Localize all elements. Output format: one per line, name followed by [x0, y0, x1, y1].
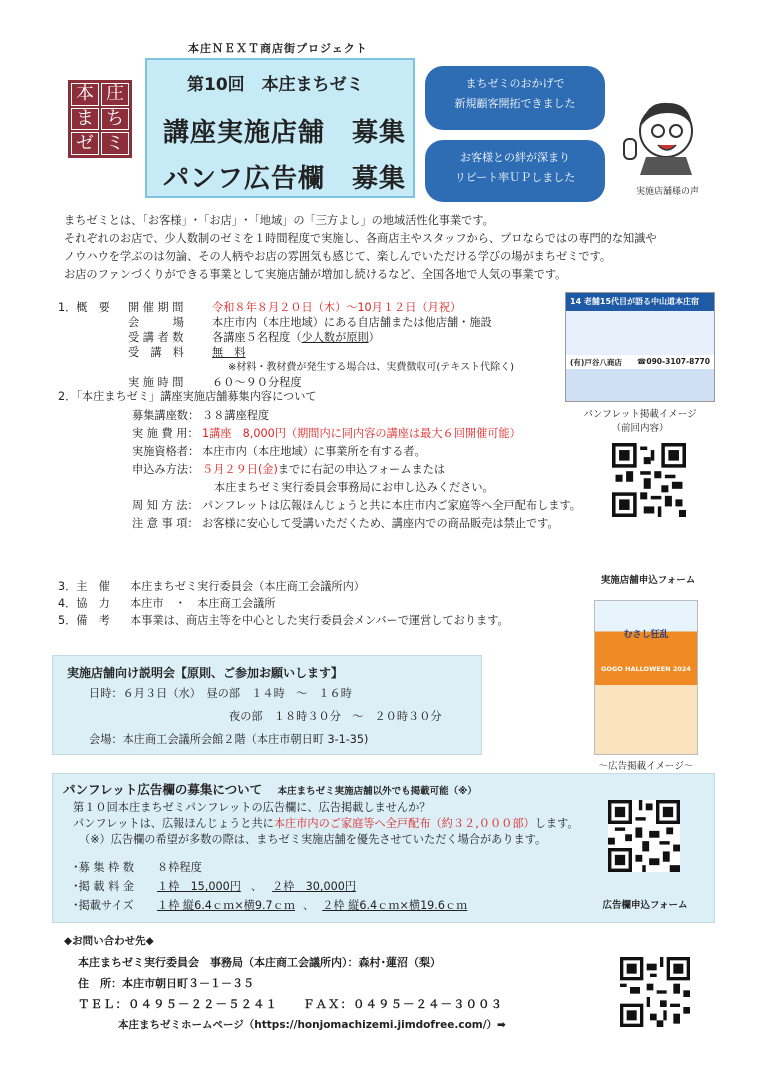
label: 実 施 時 間	[128, 376, 184, 389]
logo-char: ち	[101, 108, 129, 131]
ad-preview-event: GOGO HALLOWEEN 2024	[601, 665, 691, 673]
title-box	[145, 58, 415, 198]
logo-char: 庄	[101, 83, 129, 106]
bubble-text: 新規顧客開拓できました	[454, 97, 576, 110]
shop-owner-illustration	[616, 95, 704, 175]
contact-address: 住 所：本庄市朝日町３－１－３５	[78, 977, 254, 990]
label: 開 催 期 間	[128, 301, 184, 314]
preview-header: 14 老舗15代目が語る中山道本庄宿	[566, 293, 714, 311]
cost-value: 1講座 8,000円（期間内に同内容の講座は最大６回開催可能）	[202, 427, 521, 440]
capacity-note: 少人数が原則	[301, 331, 369, 344]
section-1-overview	[128, 300, 514, 390]
label: 周 知 方 法：	[132, 499, 199, 512]
ad-preview-title: むさし狂乱	[623, 630, 669, 640]
ad-size-2: ２枠 縦6.4ｃｍ×横19.6ｃｍ	[322, 899, 468, 912]
eligibility-value: 本庄市内（本庄地域）に事業所を有する者。	[202, 445, 426, 458]
label: ･掲 載 料 金	[73, 880, 135, 893]
remarks-value: 本事業は、商店主等を中心とした実行委員会メンバーで運営しております。	[130, 614, 509, 627]
ad-image-preview	[594, 600, 698, 755]
ad-size-1: １枠 縦6.4ｃｍ×横9.7ｃｍ	[157, 899, 296, 912]
label: 申込み方法：	[132, 463, 200, 476]
capacity-close: ）	[368, 331, 380, 344]
distribution-value: パンフレットは広報ほんじょうと共に本庄市内ご家庭等へ全戸配布します。	[202, 499, 581, 512]
preview-shop: (有)戸谷八商店	[570, 358, 622, 367]
label: 実 施 費 用：	[132, 427, 199, 440]
label: 実施資格者：	[132, 445, 200, 458]
intro-line: ノウハウを学ぶのは勿論、その人柄やお店の雰囲気も感じて、楽しんでいただける学びの場がまちゼミです。	[64, 250, 612, 263]
ad-subtitle: 本庄まちゼミ実施店舗以外でも掲載可能（※）	[277, 786, 477, 797]
label: 会 場	[128, 316, 184, 329]
owner-voice-caption: 実施店舗様の声	[636, 187, 700, 197]
ad-line-3: （※）広告欄の希望が多数の際は、まちゼミ実施店舗を優先させていただく場合があります。	[79, 833, 547, 846]
cooperation-value: 本庄市 ・ 本庄商工会議所	[130, 597, 276, 610]
apply-text-2: 本庄まちゼミ実行委員会事務局にお申し込みください。	[214, 481, 494, 494]
sections-3-5	[58, 578, 509, 629]
title-line-1: 第10回 本庄まちゼミ	[187, 75, 364, 95]
ad-price-2: ２枠 30,000円	[272, 880, 357, 893]
contact-heading: ◆お問い合わせ先◆	[64, 935, 154, 947]
logo-char: ま	[71, 108, 99, 131]
ad-title: パンフレット広告欄の募集について	[63, 782, 263, 797]
title-line-2: 講座実施店舗 募集	[163, 118, 407, 148]
venue-value: 本庄市内（本庄地域）にある自店舗または他店舗・施設	[212, 316, 492, 329]
ad-preview-caption: ～広告掲載イメージ～	[598, 761, 694, 772]
qr-caption-store: 実施店舗申込フォーム	[600, 575, 696, 586]
pamphlet-caption-2: （前回内容）	[611, 423, 669, 434]
pamphlet-image-preview	[565, 292, 715, 402]
briefing-date: 日時：６月３日（水） 昼の部 １４時 ～ １６時	[89, 687, 352, 700]
bubble-text: リピート率ＵＰしました	[454, 171, 576, 184]
ad-line-2b: 本庄市内のご家庭等へ全戸配布（約３２,０００部）	[273, 817, 535, 830]
notice-value: お客様に安心して受講いただくため、講座内での商品販売は禁止です。	[202, 517, 559, 530]
briefing-session-box	[52, 655, 482, 755]
label: 受 講 者 数	[128, 331, 184, 344]
label: ･募 集 枠 数	[73, 861, 135, 874]
bubble-text: まちゼミのおかげで	[465, 77, 565, 90]
speech-bubble-2	[425, 140, 605, 202]
ad-price-1: １枠 15,000円	[157, 880, 241, 893]
qr-code-ad-application[interactable]	[608, 800, 680, 872]
label: 募集講座数：	[132, 409, 200, 422]
contact-website-link[interactable]: 本庄まちゼミホームページ（https://honjomachizemi.jimdofree.com/）➡	[118, 1019, 506, 1031]
bubble-text: お客様との絆が深まり	[460, 151, 570, 164]
apply-text: までに右記の申込フォームまたは	[277, 463, 446, 476]
machizemi-logo	[68, 80, 132, 158]
contact-phone-fax: ＴＥＬ：０４９５－２２－５２４１ ＦＡＸ：０４９５－２４－３００３	[78, 997, 503, 1011]
speech-bubble-1	[425, 66, 605, 130]
organizer-value: 本庄まちゼミ実行委員会（本庄商工会議所内）	[130, 580, 365, 593]
section-2-heading: 2．「本庄まちゼミ」講座実施店舗募集内容について	[58, 390, 317, 403]
label: 3．主 催	[58, 580, 110, 593]
logo-char: ミ	[101, 132, 129, 155]
qr-caption-ad: 広告欄申込フォーム	[602, 900, 688, 911]
intro-line: お店のファンづくりができる事業として実施店舗が増加し続けるなど、全国各地で人気の事業です。	[64, 268, 567, 281]
title-line-3: パンフ広告欄 募集	[163, 164, 407, 194]
qr-code-website[interactable]	[620, 957, 690, 1027]
section-2-details	[132, 407, 581, 533]
label: 4．協 力	[58, 597, 110, 610]
fee-value: 無 料	[212, 346, 246, 359]
section-1-number: 1．概 要	[58, 301, 110, 314]
label: 受 講 料	[128, 346, 184, 359]
pamphlet-caption-1: パンフレット掲載イメージ	[583, 409, 697, 420]
ad-line-2c: します。	[534, 817, 579, 830]
briefing-night: 夜の部 １８時３０分 ～ ２０時３０分	[229, 710, 442, 723]
fee-note: ※材料・教材費が発生する場合は、実費徴収可(テキスト代除く)	[228, 362, 514, 373]
label: ･掲載サイズ	[73, 899, 134, 912]
label: 注 意 事 項：	[132, 517, 199, 530]
contact-section	[64, 934, 506, 1033]
ad-line-2a: パンフレットは、広報ほんじょうと共に	[73, 817, 274, 830]
ad-line-1: 第１０回本庄まちゼミパンフレットの広告欄に、広告掲載しませんか？	[73, 801, 431, 814]
ad-slots-value: ８枠程度	[157, 861, 202, 874]
preview-tel: ☎090-3107-8770	[637, 357, 710, 366]
deadline-value: ５月２９日(金)	[202, 463, 278, 476]
separator: 、	[250, 880, 263, 893]
label: 5．備 考	[58, 614, 110, 627]
count-value: ３８講座程度	[202, 409, 270, 422]
intro-line: それぞれのお店で、少人数制のゼミを１時間程度で実施し、各商店主やスタッフから、プロならではの専門的な知識や	[64, 232, 657, 245]
intro-line: まちゼミとは、「お客様」･「お店」･「地域」の「三方よし」の地域活性化事業です。	[64, 214, 494, 227]
separator: 、	[303, 899, 315, 912]
briefing-venue: 会場：本庄商工会議所会館２階（本庄市朝日町 3-1-35)	[89, 733, 369, 746]
logo-char: ゼ	[71, 132, 99, 155]
briefing-title: 実施店舗向け説明会【原則、ご参加お願いします】	[67, 666, 344, 680]
intro-text	[64, 212, 724, 284]
logo-char: 本	[71, 83, 99, 106]
project-name: 本庄ＮＥＸＴ商店街プロジェクト	[188, 42, 368, 55]
duration-value: ６０～９０分程度	[212, 376, 302, 389]
contact-office: 本庄まちゼミ実行委員会 事務局（本庄商工会議所内）：森村･蓮沼（梨）	[78, 956, 441, 969]
period-value: 令和８年８月２０日（木）～10月１２日（月祝）	[212, 301, 462, 314]
capacity-value: 各講座５名程度（	[212, 331, 302, 344]
qr-code-store-application[interactable]	[612, 443, 686, 517]
